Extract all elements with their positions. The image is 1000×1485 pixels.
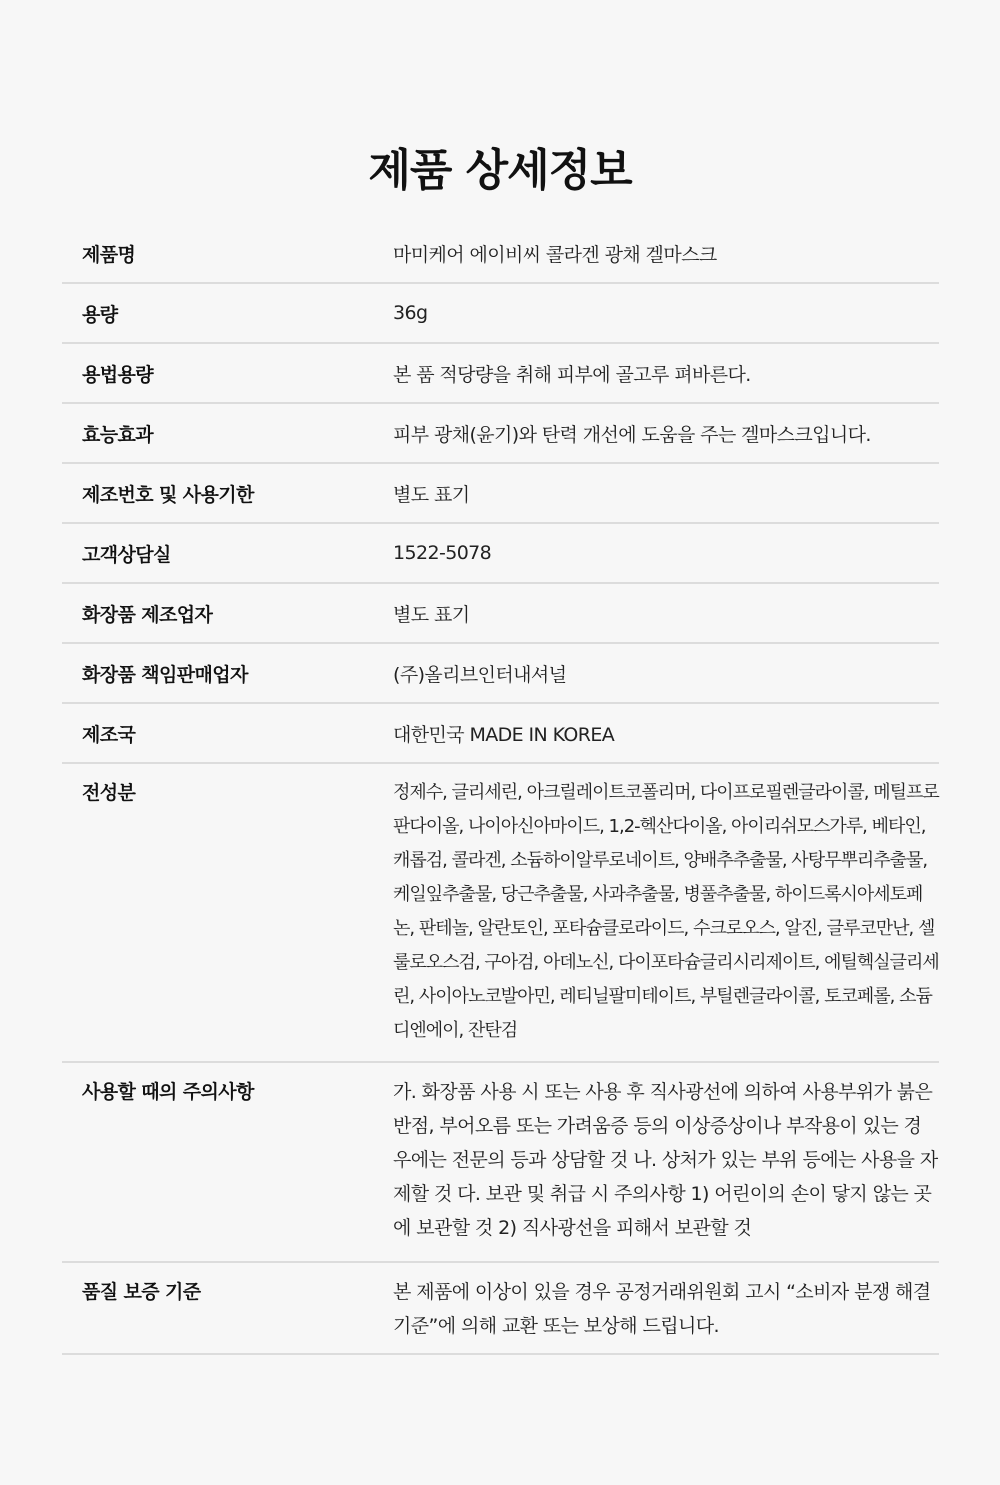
spec-value: 1522-5078 [393,542,492,564]
product-spec-table [62,224,939,1355]
spec-label: 전성분 [82,782,136,804]
spec-label: 제조국 [82,723,136,746]
spec-value: 가. 화장품 사용 시 또는 사용 후 직사광선에 의하여 사용부위가 붉은 반점, 부어오름 또는 가려움증 등의 이상증상이나 부작용이 있는 경우에는 전문의 등과 상담할 것 나. 상처가 있는 부위 등에는 사용을 자제할 것 다. 보관 및 취급 시 주의사항 1) 어린이의 손이 닿지 않는 곳에 보관할 것 2) 직사광선을 피해서 보관할 것 [393,1081,938,1239]
spec-value: 본 제품에 이상이 있을 경우 공정거래위원회 고시 “소비자 분쟁 해결 기준”에 의해 교환 또는 보상해 드립니다. [393,1281,931,1337]
spec-value: 36g [393,302,428,324]
spec-value: 별도 표기 [393,603,470,626]
spec-row-usage [62,344,939,404]
spec-row-country [62,704,939,764]
spec-row-quality-standard [62,1263,939,1355]
spec-label: 사용할 때의 주의사항 [82,1081,254,1103]
page-title: 제품 상세정보 [368,145,632,197]
spec-row-caution [62,1063,939,1263]
spec-label: 화장품 책임판매업자 [82,663,248,686]
spec-label: 효능효과 [82,423,154,446]
spec-value: 본 품 적당량을 취해 피부에 골고루 펴바른다. [393,363,751,386]
spec-label: 고객상담실 [82,543,171,566]
spec-row-efficacy [62,404,939,464]
spec-value: 정제수, 글리세린, 아크릴레이트코폴리머, 다이프로필렌글라이콜, 메틸프로판다이올, 나이아신아마이드, 1,2-헥산다이올, 아이리쉬모스가루, 베타인, 캐롭검, 콜라겐, 소듐하이알루로네이트, 양배추추출물, 사탕무뿌리추출물, 케일잎추출물, 당근추출물, 사과추출물, 병풀추출물, 하이드록시아세토페논, 판테놀, 알란토인, 포타슘클로라이드, 수크로오스, 알진, 글루코만난, 셀룰로오스검, 구아검, 아데노신, 다이포타슘글리시리제이트, 에틸헥실글리세린, 사이아노코발아민, 레티닐팔미테이트, 부틸렌글라이콜, 토코페롤, 소듐디엔에이, 잔탄검 [393,782,939,1041]
spec-row-ingredients [62,764,939,1063]
spec-label: 용량 [82,303,118,326]
spec-label: 용법용량 [82,363,154,386]
spec-row-lot-expiry [62,464,939,524]
spec-row-product-name [62,224,939,284]
spec-row-manufacturer [62,584,939,644]
spec-row-capacity [62,284,939,344]
spec-value: 피부 광채(윤기)와 탄력 개선에 도움을 주는 겔마스크입니다. [393,423,871,446]
spec-value: 마미케어 에이비씨 콜라겐 광채 겔마스크 [393,243,717,266]
spec-value: 대한민국 MADE IN KOREA [393,723,615,746]
spec-label: 제조번호 및 사용기한 [82,483,254,506]
spec-label: 제품명 [82,243,136,266]
spec-label: 화장품 제조업자 [82,603,213,626]
spec-value: 별도 표기 [393,483,470,506]
spec-row-distributor [62,644,939,704]
spec-row-customer-service [62,524,939,584]
spec-value: (주)올리브인터내셔널 [393,663,567,686]
spec-label: 품질 보증 기준 [82,1281,201,1303]
